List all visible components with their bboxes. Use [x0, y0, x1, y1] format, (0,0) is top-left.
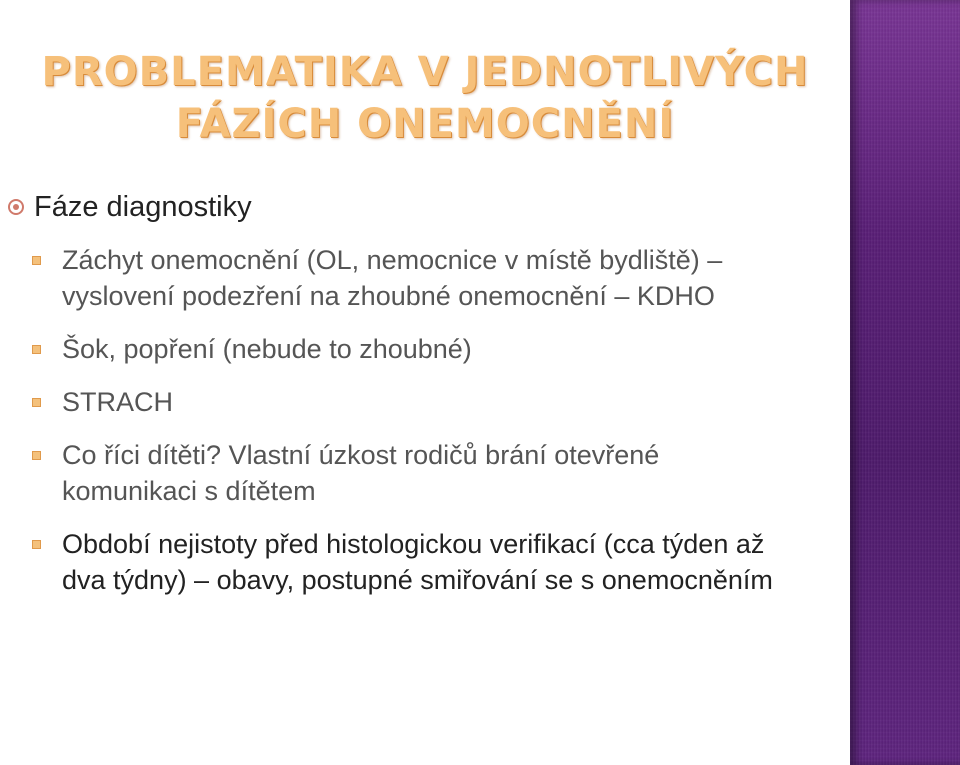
main-bullet: [8, 188, 838, 226]
square-bullet-icon: [32, 398, 41, 407]
sub-bullet-text: STRACH: [62, 387, 174, 417]
sub-bullet-item: [8, 242, 762, 314]
slide-content: [8, 188, 838, 615]
square-bullet-icon: [32, 451, 41, 460]
square-bullet-icon: [32, 345, 41, 354]
sub-bullet-text: Co říci dítěti? Vlastní úzkost rodičů brání otevřené komunikaci s dítětem: [62, 440, 660, 506]
sub-bullet-item: [8, 384, 762, 420]
decorative-side-bar: [850, 0, 960, 765]
square-bullet-icon: [32, 540, 41, 549]
sub-bullet-item: [8, 526, 782, 598]
title-line-2: FÁZÍCH ONEMOCNĚNÍ: [175, 101, 675, 147]
sub-bullet-text: Šok, popření (nebude to zhoubné): [62, 334, 472, 364]
square-bullet-icon: [32, 256, 41, 265]
target-bullet-icon: [8, 199, 24, 215]
sub-bullet-item: [8, 331, 762, 367]
sub-bullet-text: Období nejistoty před histologickou verifikací (cca týden až dva týdny) – obavy, postupné smiřování se s onemocněním: [62, 529, 773, 595]
sub-bullet-text: Záchyt onemocnění (OL, nemocnice v místě bydliště) – vyslovení podezření na zhoubné onemocnění – KDHO: [62, 245, 723, 311]
slide-title: [0, 46, 850, 150]
title-line-1: PROBLEMATIKA V JEDNOTLIVÝCH: [41, 49, 809, 95]
sub-bullet-list: [8, 242, 838, 598]
sub-bullet-item: [8, 437, 762, 509]
main-bullet-text: Fáze diagnostiky: [34, 191, 252, 223]
